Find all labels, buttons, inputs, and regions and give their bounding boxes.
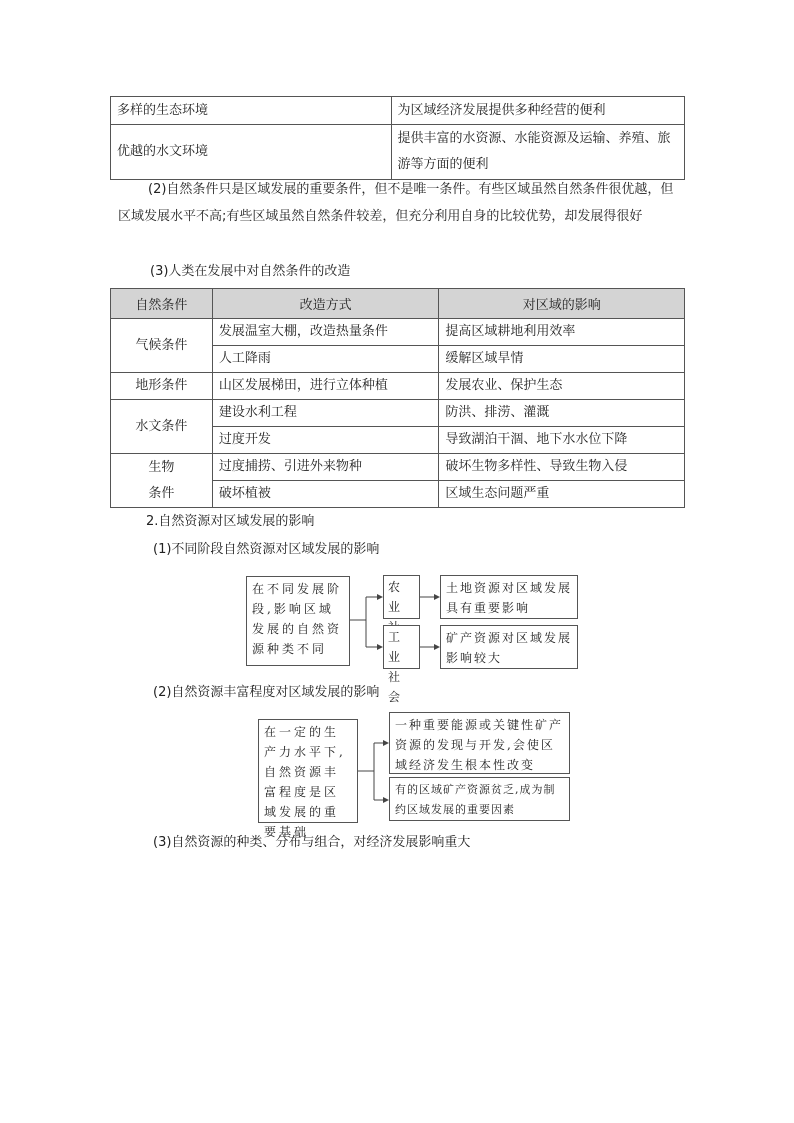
subheading-2: (2)自然资源丰富程度对区域发展的影响	[153, 685, 380, 700]
condition-cell: 地形条件	[111, 373, 213, 400]
diagram2-left-box: 在一定的生产力水平下,自然资源丰富程度是区域发展的重要基础	[258, 719, 358, 823]
method-cell: 过度开发	[212, 427, 439, 454]
table-cell: 优越的水文环境	[111, 125, 392, 180]
diagram2-scarcity-box: 有的区域矿产资源贫乏,成为制约区域发展的重要因素	[389, 777, 570, 821]
effect-cell: 防洪、排涝、灌溉	[439, 400, 685, 427]
diagram1-land-box: 土地资源对区域发展具有重要影响	[440, 575, 578, 619]
column-header: 对区域的影响	[439, 289, 685, 319]
diagram1-agriculture-box: 农业	[383, 575, 420, 619]
method-cell: 过度捕捞、引进外来物种	[212, 454, 439, 481]
effect-cell: 缓解区域旱情	[439, 346, 685, 373]
method-cell: 建设水利工程	[212, 400, 439, 427]
effect-cell: 破坏生物多样性、导致生物入侵	[439, 454, 685, 481]
column-header: 改造方式	[212, 289, 439, 319]
section-heading: 2.自然资源对区域发展的影响	[146, 514, 315, 529]
table-cell: 提供丰富的水资源、水能资源及运输、养殖、旅游等方面的便利	[391, 125, 685, 180]
effect-cell: 提高区域耕地利用效率	[439, 319, 685, 346]
method-cell: 人工降雨	[212, 346, 439, 373]
effect-cell: 区域生态问题严重	[439, 481, 685, 508]
column-header: 自然条件	[111, 289, 213, 319]
paragraph-natural-conditions: (2)自然条件只是区域发展的重要条件，但不是唯一条件。有些区域虽然自然条件很优越，但区域发展水平不高;有些区域虽然自然条件较差，但充分利用自身的比较优势，却发展得很好	[118, 182, 674, 224]
effect-cell: 发展农业、保护生态	[439, 373, 685, 400]
heading-human-transformation: (3)人类在发展中对自然条件的改造	[150, 264, 351, 279]
condition-cell: 气候条件	[111, 319, 213, 373]
table-cell: 为区域经济发展提供多种经营的便利	[391, 97, 685, 125]
subheading-3: (3)自然资源的种类、分布与组合，对经济发展影响重大	[153, 835, 471, 850]
method-cell: 破坏植被	[212, 481, 439, 508]
method-cell: 山区发展梯田，进行立体种植	[212, 373, 439, 400]
condition-line: 生物	[148, 459, 175, 475]
diagram1-industry-box: 工业社会	[383, 625, 420, 669]
effect-cell: 导致湖泊干涸、地下水水位下降	[439, 427, 685, 454]
condition-cell: 水文条件	[111, 400, 213, 454]
diagram1-mineral-box: 矿产资源对区域发展影响较大	[440, 625, 578, 669]
subheading-1: (1)不同阶段自然资源对区域发展的影响	[153, 542, 380, 557]
diagram2-energy-box: 一种重要能源或关键性矿产资源的发现与开发,会使区域经济发生根本性改变	[389, 712, 570, 774]
method-cell: 发展温室大棚，改造热量条件	[212, 319, 439, 346]
table-cell: 多样的生态环境	[111, 97, 392, 125]
condition-line: 条件	[148, 485, 175, 501]
diagram1-left-box: 在不同发展阶段,影响区域发展的自然资源种类不同	[246, 576, 350, 666]
